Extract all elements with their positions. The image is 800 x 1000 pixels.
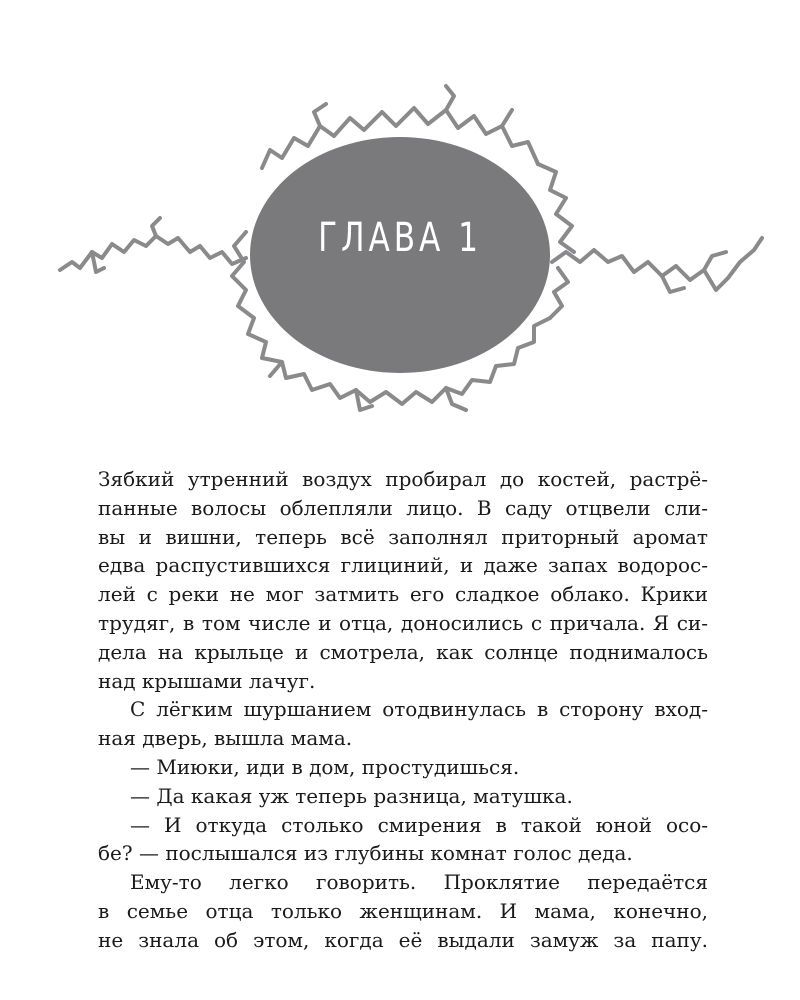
chapter-emblem	[0, 0, 800, 440]
text-line: над крышами лачуг.	[98, 668, 316, 693]
text-line: С лёгким шуршанием отодвинулась в сторону вход-	[130, 697, 708, 722]
text-line: вы и вишни, теперь всё заполнял приторный аромат	[98, 524, 708, 549]
text-line: дела на крыльце и смотрела, как солнце поднималось	[98, 639, 708, 664]
body-text	[98, 465, 708, 955]
chapter-title: ГЛАВА 1	[318, 215, 482, 261]
text-line: бе? — послышался из глубины комнат голос деда.	[98, 841, 633, 866]
text-line: лей с реки не мог затмить его сладкое облако. Крики	[98, 582, 708, 607]
text-line: панные волосы облепляли лицо. В саду отцвели сли-	[98, 495, 708, 520]
text-line: в семье отца только женщинам. И мама, конечно,	[98, 898, 708, 923]
dialogue-line: — Да какая уж теперь разница, матушка.	[130, 783, 573, 808]
text-line: трудяг, в том числе и отца, доносились с причала. Я си-	[98, 610, 708, 635]
dialogue-line: — Миюки, иди в дом, простудишься.	[130, 754, 520, 779]
text-line: Ему-то легко говорить. Проклятие передаётся	[130, 870, 708, 895]
text-line: Зябкий утренний воздух пробирал до костей, растрё-	[98, 467, 708, 491]
text-line: ная дверь, вышла мама.	[98, 726, 353, 751]
text-line: едва распустившихся глициний, и даже запах водорос-	[98, 553, 708, 578]
dialogue-line: — И откуда столько смирения в такой юной осо-	[130, 812, 708, 837]
text-line: не знала об этом, когда её выдали замуж за папу.	[98, 927, 708, 952]
